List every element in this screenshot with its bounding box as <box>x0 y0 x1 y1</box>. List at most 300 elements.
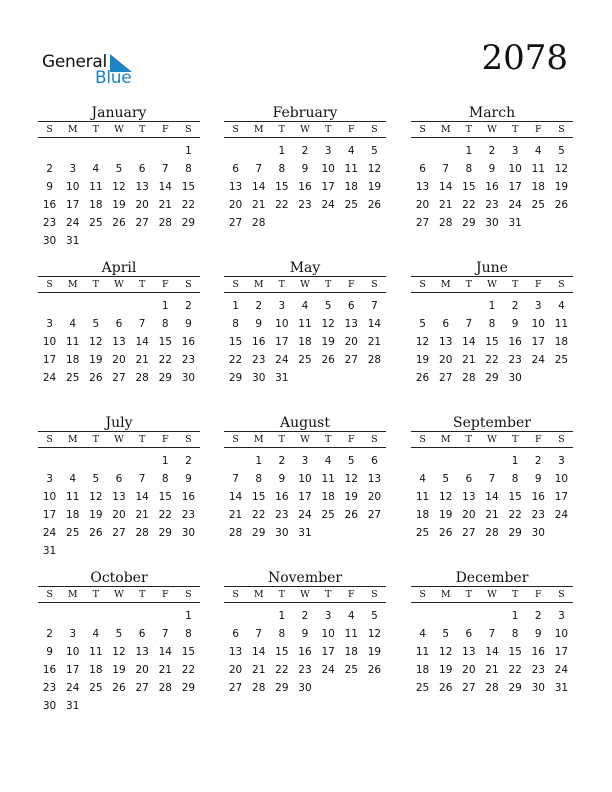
day-cell: 27 <box>135 217 149 229</box>
empty-day-cell <box>480 607 503 625</box>
day-cell: 27 <box>462 527 476 539</box>
day-cell: 23 <box>42 217 57 229</box>
day-cell: 30 <box>531 527 545 539</box>
day-cell: 11 <box>344 628 358 640</box>
weekday-label: S <box>185 589 192 600</box>
day-cell: 9 <box>534 628 542 640</box>
day-cell: 20 <box>462 664 476 676</box>
day-cell: 9 <box>534 473 542 485</box>
day-cell: 16 <box>531 491 545 503</box>
empty-day-cell <box>434 607 457 625</box>
day-cell: 14 <box>367 318 382 330</box>
day-cell: 3 <box>558 610 565 622</box>
day-cell: 16 <box>181 336 196 348</box>
day-cell: 25 <box>415 682 430 694</box>
day-cell: 4 <box>419 473 426 485</box>
day-cell: 17 <box>298 491 312 503</box>
day-cell: 13 <box>228 646 243 658</box>
weekday-label: S <box>558 589 565 600</box>
day-cell: 27 <box>415 217 430 229</box>
day-cell: 20 <box>112 509 126 521</box>
day-cell: 26 <box>321 354 335 366</box>
day-cell: 18 <box>66 354 80 366</box>
day-cell: 23 <box>298 199 312 211</box>
day-cell: 19 <box>439 509 453 521</box>
weekday-label: W <box>487 434 497 445</box>
weekday-header <box>38 586 200 603</box>
day-cell: 2 <box>278 455 286 467</box>
day-cell: 12 <box>439 646 453 658</box>
day-cell: 18 <box>89 199 103 211</box>
day-cell: 6 <box>465 473 473 485</box>
empty-day-cell <box>434 452 457 470</box>
day-cell: 15 <box>485 336 499 348</box>
day-cell: 15 <box>158 336 172 348</box>
day-cell: 28 <box>135 372 149 384</box>
day-cell: 20 <box>344 336 358 348</box>
day-cell: 29 <box>158 372 172 384</box>
day-grid <box>224 452 386 542</box>
day-cell: 1 <box>185 145 192 157</box>
month-june <box>411 260 573 387</box>
weekday-label: M <box>253 589 264 600</box>
day-cell: 3 <box>324 145 332 157</box>
weekday-label: S <box>232 124 239 135</box>
day-cell: 20 <box>228 664 243 676</box>
day-cell: 2 <box>488 145 496 157</box>
day-cell: 27 <box>439 372 453 384</box>
day-cell: 23 <box>252 354 266 366</box>
day-cell: 3 <box>46 318 53 330</box>
day-cell: 19 <box>112 199 126 211</box>
month-name: October <box>90 570 148 586</box>
day-cell: 25 <box>66 372 80 384</box>
weekday-label: M <box>67 124 78 135</box>
day-cell: 4 <box>324 455 332 467</box>
day-cell: 18 <box>415 509 430 521</box>
day-cell: 17 <box>275 336 289 348</box>
day-cell: 15 <box>158 491 172 503</box>
weekday-header <box>224 431 386 448</box>
weekday-label: W <box>114 124 124 135</box>
day-cell: 3 <box>534 300 542 312</box>
weekday-label: W <box>487 279 497 290</box>
day-cell: 24 <box>554 509 569 521</box>
day-cell: 29 <box>508 527 522 539</box>
day-cell: 26 <box>367 199 382 211</box>
month-name: August <box>280 415 330 431</box>
day-cell: 18 <box>66 509 80 521</box>
day-cell: 11 <box>321 473 335 485</box>
day-cell: 2 <box>255 300 263 312</box>
day-cell: 14 <box>158 646 172 658</box>
weekday-label: T <box>278 434 286 445</box>
day-cell: 5 <box>324 300 332 312</box>
day-cell: 22 <box>252 509 266 521</box>
day-cell: 5 <box>115 163 123 175</box>
day-cell: 10 <box>275 318 289 330</box>
weekday-label: M <box>67 589 78 600</box>
weekday-label: M <box>67 434 78 445</box>
day-cell: 27 <box>462 682 476 694</box>
weekday-label: F <box>534 124 542 135</box>
day-cell: 4 <box>92 628 100 640</box>
weekday-label: T <box>465 434 473 445</box>
day-cell: 17 <box>554 491 569 503</box>
weekday-label: S <box>419 589 426 600</box>
day-cell: 31 <box>42 545 57 557</box>
weekday-label: W <box>114 279 124 290</box>
day-cell: 21 <box>439 199 453 211</box>
day-cell: 22 <box>228 354 243 366</box>
day-cell: 13 <box>367 473 382 485</box>
weekday-label: S <box>46 589 53 600</box>
day-cell: 8 <box>488 318 496 330</box>
day-cell: 30 <box>42 700 57 712</box>
day-cell: 7 <box>232 473 239 485</box>
day-cell: 30 <box>181 527 196 539</box>
month-october <box>38 570 200 715</box>
day-cell: 12 <box>367 163 382 175</box>
weekday-label: S <box>558 124 565 135</box>
day-cell: 24 <box>321 664 335 676</box>
day-cell: 4 <box>301 300 309 312</box>
day-cell: 12 <box>321 318 335 330</box>
day-cell: 24 <box>531 354 545 366</box>
day-grid <box>38 452 200 560</box>
day-cell: 10 <box>66 181 80 193</box>
day-cell: 22 <box>485 354 499 366</box>
day-cell: 12 <box>554 163 569 175</box>
day-cell: 19 <box>321 336 335 348</box>
day-cell: 8 <box>232 318 239 330</box>
day-cell: 30 <box>508 372 522 384</box>
day-grid <box>411 297 573 387</box>
empty-day-cell <box>457 607 480 625</box>
day-cell: 14 <box>462 336 476 348</box>
day-cell: 18 <box>344 181 358 193</box>
weekday-header <box>411 276 573 293</box>
day-cell: 11 <box>415 646 430 658</box>
empty-day-cell <box>61 607 84 625</box>
weekday-label: F <box>347 434 355 445</box>
day-cell: 15 <box>252 491 266 503</box>
day-cell: 18 <box>321 491 335 503</box>
empty-day-cell <box>38 452 61 470</box>
day-cell: 12 <box>89 491 103 503</box>
day-cell: 7 <box>161 628 169 640</box>
empty-day-cell <box>107 297 130 315</box>
day-cell: 11 <box>531 163 545 175</box>
day-cell: 26 <box>415 372 430 384</box>
day-cell: 13 <box>135 181 149 193</box>
day-cell: 5 <box>558 145 565 157</box>
day-cell: 29 <box>275 682 289 694</box>
weekday-label: W <box>487 589 497 600</box>
day-cell: 26 <box>554 199 569 211</box>
day-cell: 7 <box>255 163 263 175</box>
day-cell: 1 <box>185 610 192 622</box>
day-cell: 16 <box>181 491 196 503</box>
empty-day-cell <box>84 607 107 625</box>
day-cell: 8 <box>511 628 519 640</box>
month-name: April <box>101 260 137 276</box>
day-cell: 21 <box>367 336 382 348</box>
day-cell: 17 <box>554 646 569 658</box>
day-cell: 14 <box>485 491 499 503</box>
weekday-label: M <box>253 434 264 445</box>
day-cell: 31 <box>66 235 80 247</box>
day-cell: 6 <box>115 473 123 485</box>
day-cell: 1 <box>278 145 286 157</box>
weekday-label: T <box>324 124 332 135</box>
day-cell: 1 <box>161 300 169 312</box>
day-cell: 4 <box>92 163 100 175</box>
day-cell: 23 <box>42 682 57 694</box>
day-cell: 6 <box>371 455 378 467</box>
day-cell: 12 <box>344 473 358 485</box>
month-december <box>411 570 573 697</box>
day-cell: 22 <box>181 199 196 211</box>
day-cell: 14 <box>228 491 243 503</box>
day-cell: 3 <box>46 473 53 485</box>
day-cell: 19 <box>367 181 382 193</box>
day-cell: 12 <box>89 336 103 348</box>
weekday-label: S <box>232 279 239 290</box>
day-cell: 8 <box>185 628 192 640</box>
month-name: January <box>91 105 147 121</box>
day-cell: 15 <box>275 181 289 193</box>
day-cell: 31 <box>298 527 312 539</box>
day-grid <box>224 142 386 232</box>
day-cell: 14 <box>158 181 172 193</box>
day-cell: 19 <box>367 646 382 658</box>
day-cell: 18 <box>298 336 312 348</box>
day-cell: 19 <box>89 354 103 366</box>
day-cell: 27 <box>112 372 126 384</box>
weekday-label: T <box>92 589 100 600</box>
day-cell: 13 <box>112 491 126 503</box>
day-cell: 21 <box>228 509 243 521</box>
day-cell: 24 <box>66 682 80 694</box>
day-cell: 21 <box>485 509 499 521</box>
day-cell: 8 <box>161 318 169 330</box>
weekday-label: T <box>324 279 332 290</box>
day-cell: 30 <box>252 372 266 384</box>
month-name: July <box>105 415 133 431</box>
day-cell: 27 <box>135 682 149 694</box>
day-cell: 1 <box>161 455 169 467</box>
day-cell: 5 <box>419 318 426 330</box>
weekday-label: S <box>46 279 53 290</box>
empty-day-cell <box>38 297 61 315</box>
day-cell: 12 <box>112 181 126 193</box>
weekday-label: S <box>419 434 426 445</box>
day-cell: 8 <box>511 473 519 485</box>
day-cell: 8 <box>255 473 263 485</box>
weekday-label: S <box>185 279 192 290</box>
day-cell: 25 <box>531 199 545 211</box>
weekday-label: S <box>558 434 565 445</box>
month-august <box>224 415 386 542</box>
weekday-label: T <box>92 434 100 445</box>
day-cell: 20 <box>415 199 430 211</box>
weekday-label: S <box>419 279 426 290</box>
weekday-label: T <box>278 124 286 135</box>
weekday-label: S <box>371 279 378 290</box>
day-cell: 5 <box>371 610 378 622</box>
weekday-label: M <box>67 279 78 290</box>
day-cell: 30 <box>42 235 57 247</box>
empty-day-cell <box>38 142 61 160</box>
empty-day-cell <box>131 142 154 160</box>
day-cell: 24 <box>275 354 289 366</box>
generalblue-logo <box>42 52 152 92</box>
day-cell: 17 <box>66 199 80 211</box>
weekday-label: F <box>347 124 355 135</box>
day-cell: 14 <box>252 646 266 658</box>
day-cell: 12 <box>112 646 126 658</box>
weekday-header <box>38 431 200 448</box>
weekday-label: T <box>138 589 146 600</box>
weekday-label: M <box>440 589 451 600</box>
weekday-label: S <box>232 434 239 445</box>
day-cell: 7 <box>465 318 473 330</box>
day-cell: 6 <box>138 628 146 640</box>
day-cell: 28 <box>485 527 499 539</box>
day-cell: 17 <box>508 181 522 193</box>
day-cell: 27 <box>228 217 243 229</box>
weekday-header <box>38 276 200 293</box>
day-cell: 10 <box>554 628 569 640</box>
day-cell: 10 <box>321 163 335 175</box>
day-cell: 15 <box>462 181 476 193</box>
day-cell: 2 <box>534 610 542 622</box>
day-cell: 5 <box>115 628 123 640</box>
weekday-label: T <box>324 589 332 600</box>
day-cell: 29 <box>462 217 476 229</box>
empty-day-cell <box>411 297 434 315</box>
day-cell: 26 <box>112 217 126 229</box>
day-cell: 23 <box>275 509 289 521</box>
day-cell: 20 <box>439 354 453 366</box>
day-cell: 5 <box>371 145 378 157</box>
day-grid <box>38 297 200 387</box>
day-cell: 17 <box>531 336 545 348</box>
day-cell: 28 <box>135 527 149 539</box>
day-cell: 19 <box>554 181 569 193</box>
day-cell: 8 <box>465 163 473 175</box>
day-cell: 6 <box>138 163 146 175</box>
empty-day-cell <box>131 607 154 625</box>
day-cell: 29 <box>181 217 196 229</box>
month-march <box>411 105 573 232</box>
weekday-label: W <box>487 124 497 135</box>
day-cell: 29 <box>158 527 172 539</box>
day-cell: 14 <box>135 491 149 503</box>
day-cell: 5 <box>347 455 355 467</box>
day-cell: 3 <box>558 455 565 467</box>
day-cell: 25 <box>554 354 569 366</box>
day-cell: 20 <box>367 491 382 503</box>
day-cell: 13 <box>462 491 476 503</box>
day-cell: 8 <box>278 163 286 175</box>
day-cell: 2 <box>46 628 53 640</box>
day-cell: 21 <box>462 354 476 366</box>
weekday-label: T <box>278 279 286 290</box>
day-cell: 15 <box>181 181 196 193</box>
month-july <box>38 415 200 560</box>
day-cell: 19 <box>112 664 126 676</box>
day-cell: 25 <box>344 664 358 676</box>
day-cell: 11 <box>89 181 103 193</box>
logo-text-general: General <box>42 52 107 72</box>
day-cell: 22 <box>462 199 476 211</box>
day-cell: 31 <box>508 217 522 229</box>
day-cell: 26 <box>439 682 453 694</box>
day-cell: 28 <box>228 527 243 539</box>
day-cell: 10 <box>531 318 545 330</box>
day-cell: 22 <box>508 509 522 521</box>
day-cell: 24 <box>66 217 80 229</box>
weekday-label: F <box>161 124 169 135</box>
day-cell: 18 <box>554 336 569 348</box>
day-cell: 5 <box>442 473 450 485</box>
empty-day-cell <box>131 297 154 315</box>
day-cell: 21 <box>158 664 172 676</box>
weekday-label: F <box>161 589 169 600</box>
day-cell: 8 <box>161 473 169 485</box>
day-cell: 30 <box>531 682 545 694</box>
day-cell: 14 <box>439 181 453 193</box>
day-cell: 11 <box>344 163 358 175</box>
day-cell: 2 <box>301 145 309 157</box>
day-cell: 6 <box>115 318 123 330</box>
day-cell: 29 <box>508 682 522 694</box>
day-cell: 27 <box>112 527 126 539</box>
day-cell: 26 <box>89 527 103 539</box>
day-cell: 10 <box>554 473 569 485</box>
day-cell: 29 <box>181 682 196 694</box>
day-cell: 31 <box>66 700 80 712</box>
weekday-label: S <box>46 434 53 445</box>
day-cell: 13 <box>135 646 149 658</box>
empty-day-cell <box>480 452 503 470</box>
day-cell: 21 <box>158 199 172 211</box>
weekday-label: W <box>114 434 124 445</box>
day-cell: 11 <box>415 491 430 503</box>
day-cell: 11 <box>554 318 569 330</box>
empty-day-cell <box>61 142 84 160</box>
day-cell: 28 <box>439 217 453 229</box>
day-cell: 13 <box>415 181 430 193</box>
day-cell: 25 <box>344 199 358 211</box>
day-cell: 21 <box>252 664 266 676</box>
day-cell: 7 <box>488 628 496 640</box>
weekday-label: W <box>300 589 310 600</box>
weekday-label: T <box>511 124 519 135</box>
day-cell: 2 <box>185 300 192 312</box>
day-cell: 2 <box>511 300 519 312</box>
day-cell: 25 <box>89 217 103 229</box>
day-cell: 26 <box>367 664 382 676</box>
day-cell: 12 <box>415 336 430 348</box>
weekday-label: T <box>138 124 146 135</box>
day-cell: 19 <box>439 664 453 676</box>
day-cell: 15 <box>181 646 196 658</box>
empty-day-cell <box>84 452 107 470</box>
weekday-label: W <box>300 434 310 445</box>
